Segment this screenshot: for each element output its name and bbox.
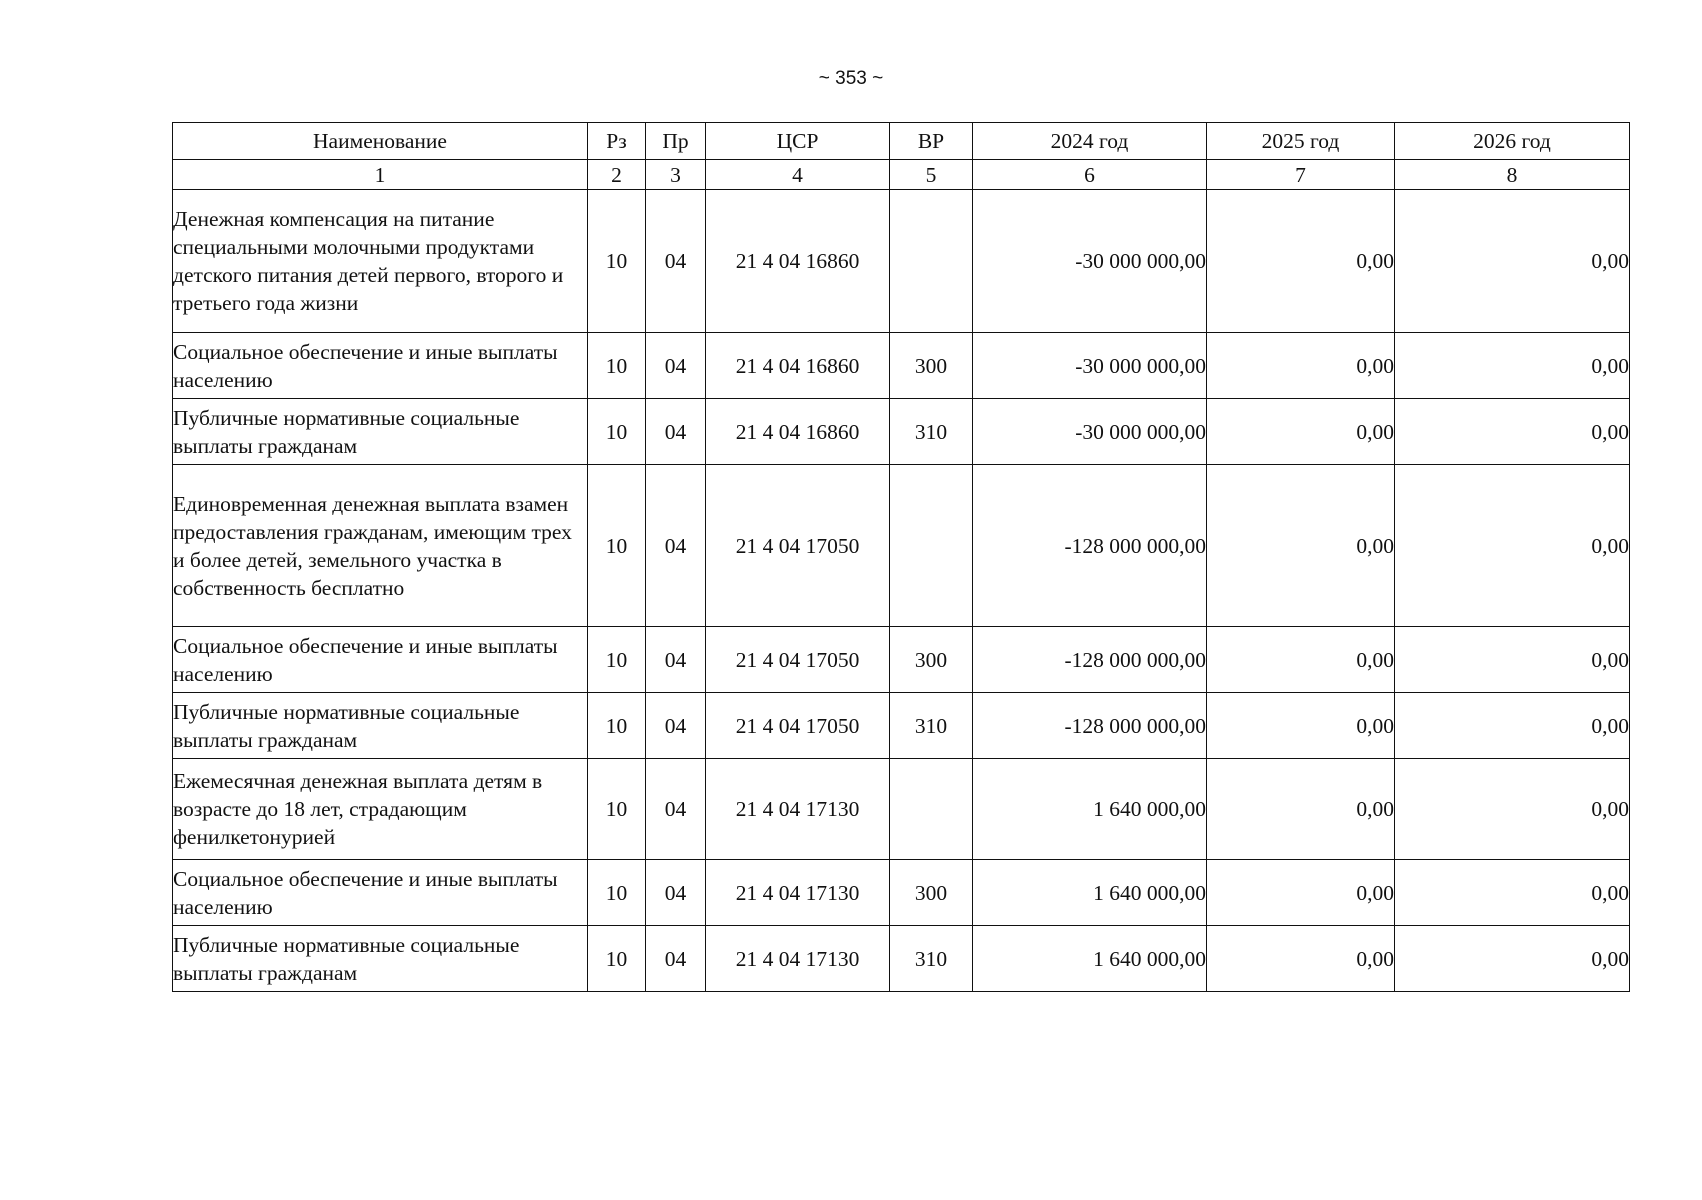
row-value-2024: -128 000 000,00 [973, 627, 1207, 693]
row-vr [890, 190, 973, 333]
row-pr: 04 [646, 627, 706, 693]
table-row [173, 627, 1630, 693]
column-number: 1 [173, 160, 588, 190]
row-csr: 21 4 04 17130 [706, 860, 890, 926]
row-name: Социальное обеспечение и иные выплаты населению [173, 627, 588, 693]
row-value-2024: 1 640 000,00 [973, 860, 1207, 926]
row-value-2024: -30 000 000,00 [973, 190, 1207, 333]
row-vr: 310 [890, 399, 973, 465]
row-value-2024: 1 640 000,00 [973, 759, 1207, 860]
row-vr [890, 759, 973, 860]
row-value-2026: 0,00 [1395, 190, 1630, 333]
column-number-row [173, 160, 1630, 190]
row-pr: 04 [646, 860, 706, 926]
table-row [173, 693, 1630, 759]
row-pr: 04 [646, 693, 706, 759]
row-rz: 10 [588, 693, 646, 759]
header-2026: 2026 год [1395, 123, 1630, 160]
row-value-2026: 0,00 [1395, 759, 1630, 860]
row-name: Ежемесячная денежная выплата детям в возрасте до 18 лет, страдающим фенилкетонурией [173, 759, 588, 860]
row-rz: 10 [588, 926, 646, 992]
row-value-2026: 0,00 [1395, 465, 1630, 627]
row-name: Публичные нормативные социальные выплаты гражданам [173, 399, 588, 465]
row-value-2024: -30 000 000,00 [973, 333, 1207, 399]
row-value-2025: 0,00 [1207, 693, 1395, 759]
row-value-2025: 0,00 [1207, 333, 1395, 399]
row-csr: 21 4 04 16860 [706, 333, 890, 399]
row-csr: 21 4 04 17050 [706, 465, 890, 627]
table-row [173, 926, 1630, 992]
row-rz: 10 [588, 190, 646, 333]
header-vr: ВР [890, 123, 973, 160]
row-value-2025: 0,00 [1207, 399, 1395, 465]
row-value-2026: 0,00 [1395, 860, 1630, 926]
row-name: Публичные нормативные социальные выплаты гражданам [173, 693, 588, 759]
row-value-2025: 0,00 [1207, 860, 1395, 926]
header-pr: Пр [646, 123, 706, 160]
column-number: 3 [646, 160, 706, 190]
row-rz: 10 [588, 465, 646, 627]
header-2025: 2025 год [1207, 123, 1395, 160]
row-vr: 310 [890, 693, 973, 759]
row-pr: 04 [646, 926, 706, 992]
column-number: 2 [588, 160, 646, 190]
row-value-2025: 0,00 [1207, 465, 1395, 627]
table-row [173, 860, 1630, 926]
row-rz: 10 [588, 333, 646, 399]
row-csr: 21 4 04 16860 [706, 190, 890, 333]
row-vr: 300 [890, 860, 973, 926]
row-vr [890, 465, 973, 627]
row-name: Единовременная денежная выплата взамен предоставления гражданам, имеющим трех и более детей, земельного участка в собственность бесплатно [173, 465, 588, 627]
row-value-2024: -128 000 000,00 [973, 693, 1207, 759]
row-value-2025: 0,00 [1207, 190, 1395, 333]
column-number: 8 [1395, 160, 1630, 190]
row-csr: 21 4 04 17050 [706, 627, 890, 693]
row-csr: 21 4 04 16860 [706, 399, 890, 465]
row-name: Социальное обеспечение и иные выплаты населению [173, 860, 588, 926]
row-name: Публичные нормативные социальные выплаты гражданам [173, 926, 588, 992]
table-row [173, 465, 1630, 627]
header-row [173, 123, 1630, 160]
row-rz: 10 [588, 627, 646, 693]
row-pr: 04 [646, 465, 706, 627]
budget-table [172, 122, 1630, 992]
table-row [173, 399, 1630, 465]
header-csr: ЦСР [706, 123, 890, 160]
table-row [173, 333, 1630, 399]
column-number: 6 [973, 160, 1207, 190]
row-name: Социальное обеспечение и иные выплаты населению [173, 333, 588, 399]
row-value-2024: -30 000 000,00 [973, 399, 1207, 465]
row-value-2024: -128 000 000,00 [973, 465, 1207, 627]
row-value-2026: 0,00 [1395, 627, 1630, 693]
row-value-2025: 0,00 [1207, 627, 1395, 693]
header-name: Наименование [173, 123, 588, 160]
row-pr: 04 [646, 333, 706, 399]
row-pr: 04 [646, 759, 706, 860]
header-rz: Рз [588, 123, 646, 160]
row-pr: 04 [646, 399, 706, 465]
row-vr: 300 [890, 333, 973, 399]
row-value-2025: 0,00 [1207, 926, 1395, 992]
column-number: 4 [706, 160, 890, 190]
table-row [173, 759, 1630, 860]
row-rz: 10 [588, 759, 646, 860]
table-row [173, 190, 1630, 333]
row-rz: 10 [588, 399, 646, 465]
row-name: Денежная компенсация на питание специальными молочными продуктами детского питания детей первого, второго и третьего года жизни [173, 190, 588, 333]
row-pr: 04 [646, 190, 706, 333]
column-number: 5 [890, 160, 973, 190]
row-csr: 21 4 04 17050 [706, 693, 890, 759]
row-value-2026: 0,00 [1395, 333, 1630, 399]
row-value-2024: 1 640 000,00 [973, 926, 1207, 992]
row-csr: 21 4 04 17130 [706, 926, 890, 992]
row-csr: 21 4 04 17130 [706, 759, 890, 860]
row-vr: 300 [890, 627, 973, 693]
row-vr: 310 [890, 926, 973, 992]
row-value-2026: 0,00 [1395, 926, 1630, 992]
page-number: ~ 353 ~ [818, 68, 884, 89]
header-2024: 2024 год [973, 123, 1207, 160]
row-rz: 10 [588, 860, 646, 926]
row-value-2026: 0,00 [1395, 399, 1630, 465]
column-number: 7 [1207, 160, 1395, 190]
row-value-2026: 0,00 [1395, 693, 1630, 759]
row-value-2025: 0,00 [1207, 759, 1395, 860]
